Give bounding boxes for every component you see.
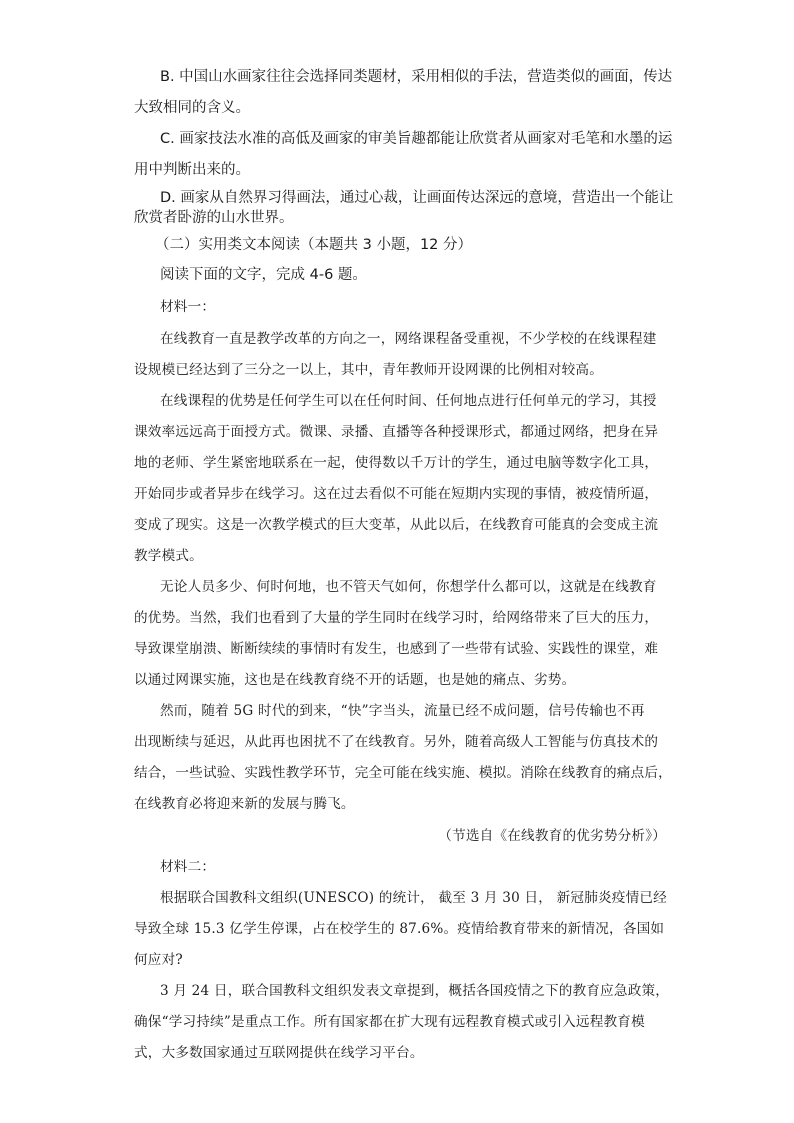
option-c-line-2: 用中判断出来的。 <box>134 162 250 178</box>
material1-line: 导致课堂崩溃、断断续续的事情时有发生，也感到了一些带有试验、实践性的课堂，难 <box>134 641 659 657</box>
material2-line: 何应对? <box>134 952 183 968</box>
material1-line: 无论人员多少、何时何地，也不管天气如何，你想学什么都可以，这就是在线教育 <box>160 579 657 595</box>
section-heading: （二）实用类文本阅读（本题共 3 小题，12 分） <box>155 237 473 253</box>
material1-line: 在线教育一直是教学改革的方向之一，网络课程备受重视，不少学校的在线课程建 <box>160 331 657 347</box>
material1-line: 结合，一些试验、实践性教学环节，完全可能在线实施、模拟。消除在线教育的痛点后， <box>134 765 672 781</box>
section-instruction: 阅读下面的文字，完成 4-6 题。 <box>160 267 367 283</box>
material2-line: 3 月 24 日，联合国教科文组织发表文章提到，概括各国疫情之下的教育应急政策， <box>160 983 670 999</box>
option-c-line-1: C. 画家技法水准的高低及画家的审美旨趣都能让欣赏者从画家对毛笔和水墨的运 <box>160 131 673 147</box>
material2-label: 材料二： <box>160 859 216 875</box>
material1-label: 材料一： <box>160 299 216 315</box>
material1-line: 开始同步或者异步在线学习。这在过去看似不可能在短期内实现的事情，被疫情所逼， <box>134 486 659 502</box>
material1-line: 设规模已经达到了三分之一以上，其中，青年教师开设网课的比例相对较高。 <box>134 362 603 378</box>
material1-source: （节选自《在线教育的优劣势分析》） <box>438 828 666 844</box>
option-b-line-1: B. 中国山水画家往往会选择同类题材，采用相似的手法，营造类似的画面，传达 <box>160 69 673 85</box>
material1-line: 地的老师、学生紧密地联系在一起，使得数以千万计的学生，通过电脑等数字化工具， <box>134 455 659 471</box>
material2-line: 导致全球 15.3 亿学生停课，占在校学生的 87.6%。疫情给教育带来的新情况，各国如 <box>134 921 665 937</box>
material1-line: 变成了现实。这是一次教学模式的巨大变革，从此以后，在线教育可能真的会变成主流 <box>134 517 659 533</box>
material1-line: 的优势。当然，我们也看到了大量的学生同时在线学习时，给网络带来了巨大的压力， <box>134 610 659 626</box>
material2-line: 式，大多数国家通过互联网提供在线学习平台。 <box>134 1045 424 1061</box>
material2-line: 确保“学习持续”是重点工作。所有国家都在扩大现有远程教育模式或引入远程教育模 <box>134 1014 645 1030</box>
material1-line: 然而，随着 5G 时代的到来，“快”字当头，流量已经不成问题，信号传输也不再 <box>160 703 645 719</box>
material1-line: 以通过网课实施，这也是在线教育绕不开的话题，也是她的痛点、劣势。 <box>134 672 576 688</box>
material1-line: 在线教育必将迎来新的发展与腾飞。 <box>134 796 355 812</box>
material2-line: 根据联合国教科文组织(UNESCO) 的统计， 截至 3 月 30 日， 新冠肺炎疫情已经 <box>160 890 667 906</box>
material1-line: 教学模式。 <box>134 548 203 564</box>
option-d-line-1: D. 画家从自然界习得画法，通过心裁，让画面传达深远的意境，营造出一个能让 <box>160 190 674 206</box>
material1-line: 在线课程的优势是任何学生可以在任何时间、任何地点进行任何单元的学习，其授 <box>160 393 657 409</box>
material1-line: 课效率远远高于面授方式。微课、录播、直播等各种授课形式，都通过网络，把身在异 <box>134 424 659 440</box>
material1-line: 出现断续与延迟，从此再也困扰不了在线教育。另外，随着高级人工智能与仿真技术的 <box>134 734 659 750</box>
option-d-line-2: 欣赏者卧游的山水世界。 <box>134 210 294 226</box>
option-b-line-2: 大致相同的含义。 <box>134 100 250 116</box>
